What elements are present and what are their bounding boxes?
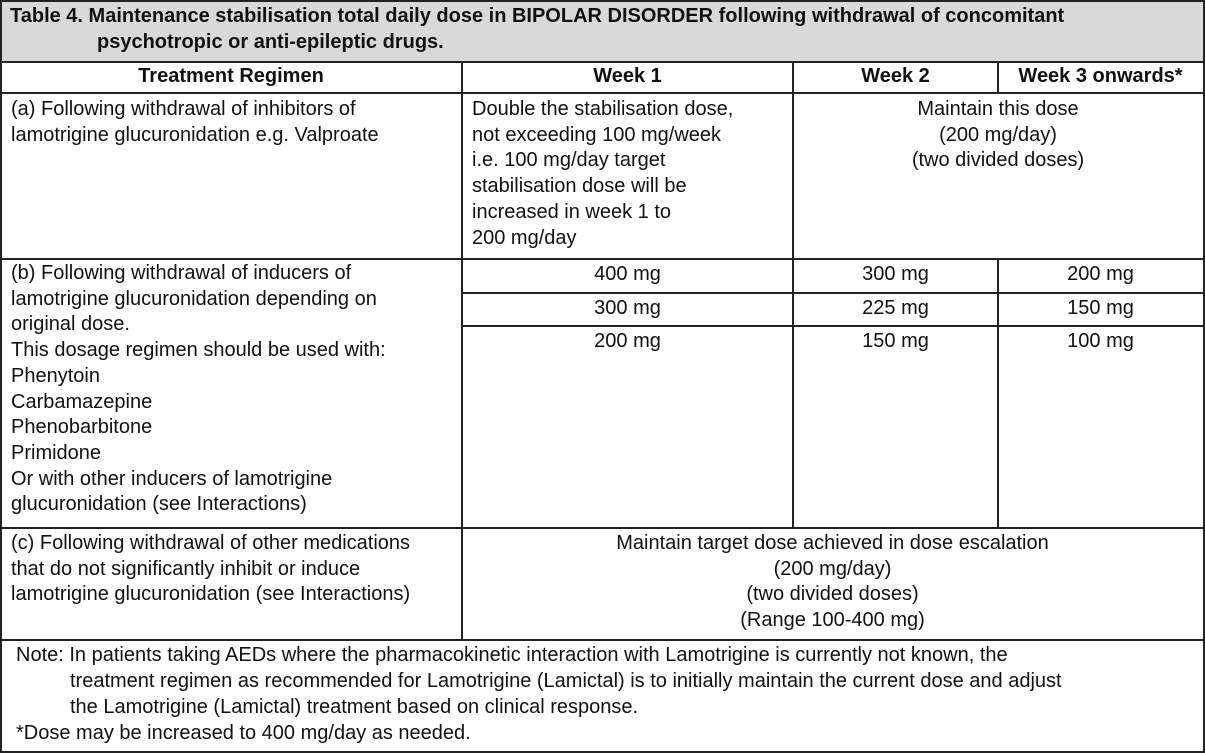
border xyxy=(0,0,1205,2)
row-b-dose: 100 mg xyxy=(1067,330,1134,352)
row-c-regimen: (c) Following withdrawal of other medications that do not significantly inhibit or induce lamotrigine glucuronidation (see Interactions) xyxy=(11,532,411,606)
row-b-dose: 150 mg xyxy=(862,330,929,352)
row-a-regimen: (a) Following withdrawal of inhibitors of lamotrigine glucuronidation e.g. Valproate xyxy=(11,98,379,146)
row-a-week1: Double the stabilisation dose, not exceeding 100 mg/week i.e. 100 mg/day target stabilisation dose will be increased in week 1 to 200 mg/day xyxy=(472,98,734,249)
header-week-1: Week 1 xyxy=(593,65,662,87)
border xyxy=(0,527,1205,529)
border xyxy=(462,325,1205,327)
row-b-dose: 225 mg xyxy=(862,297,929,319)
header-week-2: Week 2 xyxy=(861,65,930,87)
border xyxy=(0,639,1205,641)
note-cont: treatment regimen as recommended for Lamotrigine (Lamictal) is to initially maintain the current dose and adjust the Lamotrigine (Lamictal) treatment based on clinical response. xyxy=(70,670,1062,718)
row-a-week2-3: Maintain this dose (200 mg/day) (two divided doses) xyxy=(911,98,1085,172)
border xyxy=(462,292,1205,294)
row-b-dose: 400 mg xyxy=(594,263,661,285)
row-b-dose: 200 mg xyxy=(594,330,661,352)
table-title: Table 4. Maintenance stabilisation total daily dose in BIPOLAR DISORDER following withdrawal of concomitant xyxy=(10,5,1065,27)
note: Note: In patients taking AEDs where the pharmacokinetic interaction with Lamotrigine is currently not known, the xyxy=(16,644,1008,666)
row-b-regimen: (b) Following withdrawal of inducers of lamotrigine glucuronidation depending on original dose. This dosage regimen should be used with: Phenytoin Carbamazepine Phenobarbitone Primidone Or with other inducers of lamotrigine glucuronidation (see Interactions) xyxy=(11,262,386,516)
row-b-dose: 150 mg xyxy=(1067,297,1134,319)
border xyxy=(0,258,1205,260)
table-title-cont: psychotropic or anti-epileptic drugs. xyxy=(97,31,444,53)
row-c-dose: Maintain target dose achieved in dose escalation (200 mg/day) (two divided doses) (Range 100-400 mg) xyxy=(616,532,1049,632)
border xyxy=(0,61,1205,63)
footnote: *Dose may be increased to 400 mg/day as needed. xyxy=(16,722,471,744)
row-b-dose: 300 mg xyxy=(594,297,661,319)
row-b-dose: 200 mg xyxy=(1067,263,1134,285)
row-b-dose: 300 mg xyxy=(862,263,929,285)
border xyxy=(0,92,1205,94)
header-week-3: Week 3 onwards* xyxy=(1018,65,1183,87)
border xyxy=(0,0,2,753)
header-treatment-regimen: Treatment Regimen xyxy=(138,65,324,87)
